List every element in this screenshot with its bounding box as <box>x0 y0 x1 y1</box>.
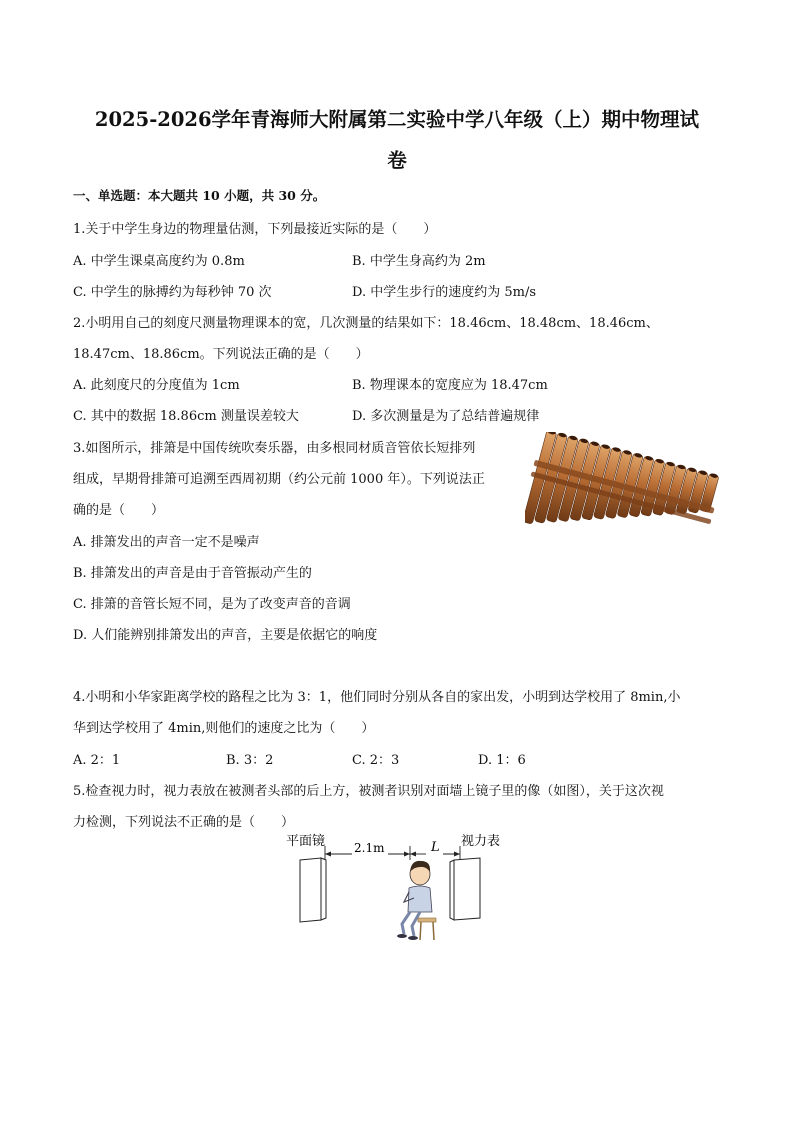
q4-option-c: C. 2：3 <box>352 753 400 768</box>
q4-stem-line1: 4.小明和小华家距离学校的路程之比为 3：1，他们同时分别从各自的家出发，小明到达学校用了 8min,小 <box>73 690 681 705</box>
q4-stem-line2: 华到达学校用了 4min,则他们的速度之比为（ ） <box>73 721 375 736</box>
q3-stem-line1: 3.如图所示，排箫是中国传统吹奏乐器，由多根同材质音管依长短排列 <box>73 441 476 456</box>
pan-flute-illustration <box>525 432 725 542</box>
q3-stem-line3: 确的是（ ） <box>73 503 165 518</box>
q1-option-b: B. 中学生身高约为 2m <box>352 254 486 269</box>
q1-option-a: A. 中学生课桌高度约为 0.8m <box>73 254 245 269</box>
q4-option-d: D. 1：6 <box>478 753 526 768</box>
section-heading: 一、单选题：本大题共 10 小题，共 30 分。 <box>73 188 326 203</box>
q2-stem-line1: 2.小明用自己的刻度尺测量物理课本的宽，几次测量的结果如下：18.46cm、18.48cm、18.46cm、 <box>73 316 659 331</box>
q2-stem-line2: 18.47cm、18.86cm。下列说法正确的是（ ） <box>73 347 369 362</box>
eye-chart-board <box>450 858 480 920</box>
q3-option-b: B. 排箫发出的声音是由于音管振动产生的 <box>73 566 312 581</box>
q2-option-b: B. 物理课本的宽度应为 18.47cm <box>352 378 548 393</box>
q3-option-d: D. 人们能辨别排箫发出的声音，主要是依据它的响度 <box>73 628 378 643</box>
q1-stem: 1.关于中学生身边的物理量估测，下列最接近实际的是（ ） <box>73 222 437 237</box>
q1-option-d: D. 中学生步行的速度约为 5m/s <box>352 285 537 300</box>
q2-option-d: D. 多次测量是为了总结普遍规律 <box>352 409 540 424</box>
q3-option-a: A. 排箫发出的声音一定不是噪声 <box>73 535 260 550</box>
dimension-lines <box>325 846 460 860</box>
q1-option-c: C. 中学生的脉搏约为每秒钟 70 次 <box>73 285 272 300</box>
distance-label: 2.1m <box>354 841 385 855</box>
mirror-label: 平面镜 <box>286 834 326 849</box>
q2-option-c: C. 其中的数据 18.86cm 测量误差较大 <box>73 409 299 424</box>
q5-stem-line2: 力检测，下列说法不正确的是（ ） <box>73 815 295 830</box>
eye-test-diagram <box>280 830 520 950</box>
l-label: L <box>431 840 440 855</box>
exam-title-line1: 2025-2026学年青海师大附属第二实验中学八年级（上）期中物理试 <box>94 108 700 131</box>
chart-label: 视力表 <box>461 834 501 849</box>
q4-option-a: A. 2：1 <box>73 753 121 768</box>
q5-stem-line1: 5.检查视力时，视力表放在被测者头部的后上方，被测者识别对面墙上镜子里的像（如图），关于这次视 <box>73 784 664 799</box>
q3-option-c: C. 排箫的音管长短不同，是为了改变声音的音调 <box>73 597 351 612</box>
exam-title-line2: 卷 <box>387 149 407 172</box>
q2-option-a: A. 此刻度尺的分度值为 1cm <box>73 378 240 393</box>
q4-option-b: B. 3：2 <box>226 753 274 768</box>
q3-stem-line2: 组成，早期骨排箫可追溯至西周初期（约公元前 1000 年）。下列说法正 <box>73 472 485 487</box>
plane-mirror <box>300 858 326 922</box>
person-figure <box>397 861 436 940</box>
